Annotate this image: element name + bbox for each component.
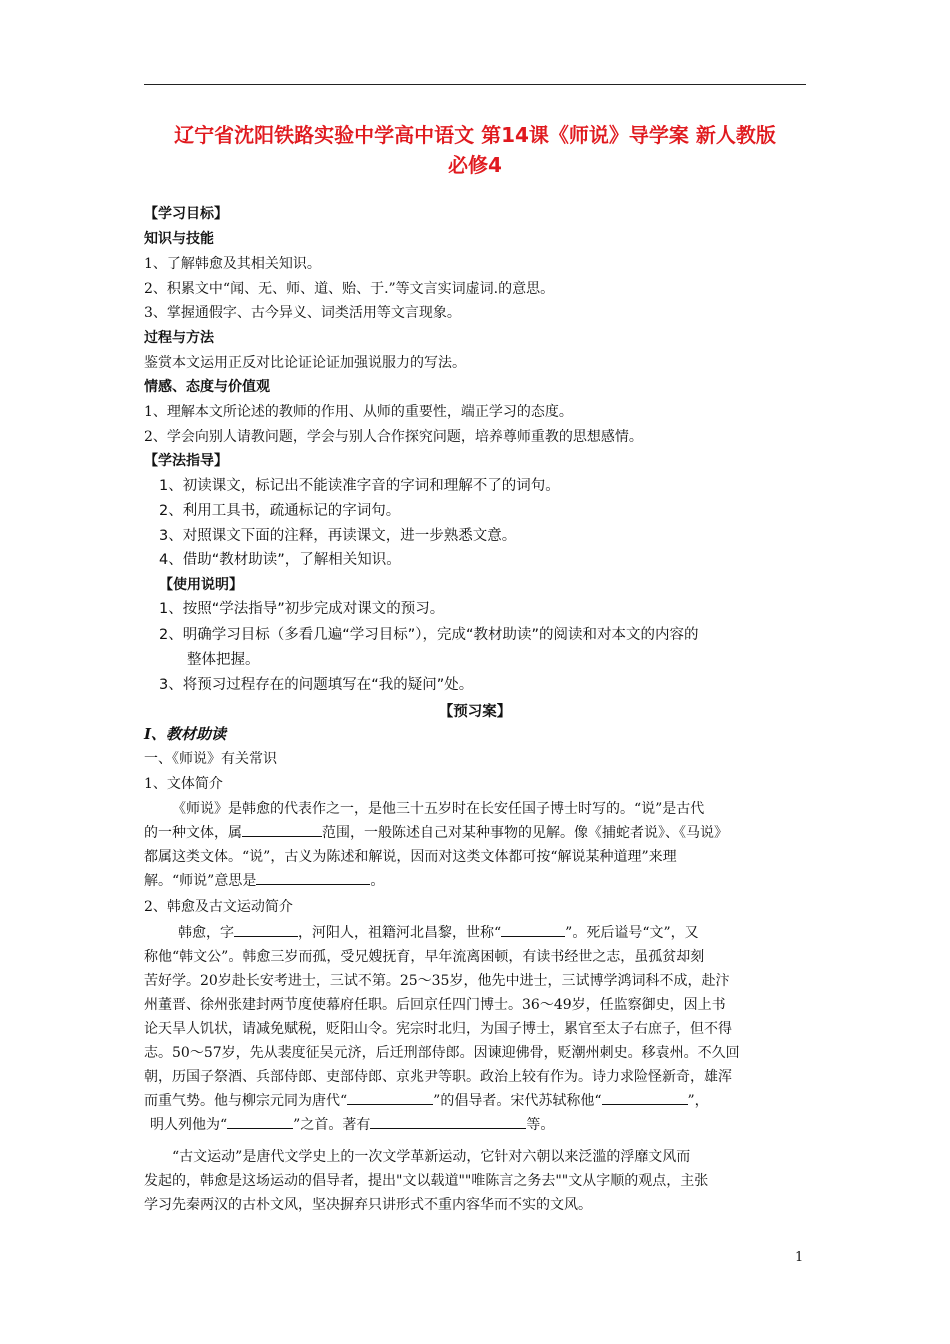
knowledge-item: 2、积累文中“闻、无、师、道、贻、于.”等文言实词虚词.的意思。 <box>144 281 555 297</box>
goals-header: 【学习目标】 <box>144 206 228 222</box>
hanyu-line-3: 苦好学。20岁赴长安考进士，三试不第。25～35岁，他先中进士，三试博学鸿词科不成，赴汴 <box>144 973 730 989</box>
hanyu-text: 明人列他为“ <box>150 1117 228 1133</box>
genre-paragraph <box>144 797 808 893</box>
guwen-line-2: 发起的，韩愈是这场运动的倡导者，提出"文以载道""唯陈言之务去""文从字顺的观点，主张 <box>144 1173 709 1189</box>
emotion-item: 1、理解本文所论述的教师的作用、从师的重要性，端正学习的态度。 <box>144 404 573 420</box>
hanyu-line-4: 州董晋、徐州张建封两节度使幕府任职。后回京任四门博士。36～49岁，任监察御史，因上书 <box>144 997 726 1013</box>
hanyu-text: ，河阳人，祖籍河北昌黎，世称“ <box>298 925 502 941</box>
fill-blank[interactable] <box>501 922 565 937</box>
method-item: 4、借助“教材助读”，了解相关知识。 <box>159 552 401 568</box>
method-item: 1、初读课文，标记出不能读准字音的字词和理解不了的词句。 <box>159 478 560 494</box>
title-line-2: 必修4 <box>448 153 502 177</box>
method-header: 【学法指导】 <box>144 453 228 469</box>
hanyu-text: ”之首。著有 <box>293 1117 371 1133</box>
hanyu-paragraph <box>144 921 808 1137</box>
emotion-item: 2、学会向别人请教问题，学会与别人合作探究问题，培养尊师重教的思想感情。 <box>144 429 643 445</box>
genre-text: 解。“师说”意思是 <box>144 873 257 889</box>
process-header: 过程与方法 <box>144 330 214 346</box>
knowledge-header: 知识与技能 <box>144 231 214 247</box>
hanyu-text: 而重气势。他与柳宗元同为唐代“ <box>144 1093 348 1109</box>
hanyu-line-2: 称他“韩文公”。韩愈三岁而孤，受兄嫂抚育，早年流离困顿，有读书经世之志，虽孤贫却刻 <box>144 949 705 965</box>
usage-item: 2、明确学习目标（多看几遍“学习目标”），完成“教材助读”的阅读和对本文的内容的 <box>159 627 699 643</box>
hanyu-text: ”， <box>687 1093 709 1109</box>
genre-text: 范围，一般陈述自己对某种事物的见解。像《捕蛇者说》、《马说》 <box>322 825 728 841</box>
subsection-heading: 1、文体简介 <box>144 776 223 792</box>
section-heading: I、教材助读 <box>144 725 227 743</box>
genre-text: 的一种文体，属 <box>144 825 242 841</box>
hanyu-text: 等。 <box>526 1117 555 1133</box>
process-text: 鉴赏本文运用正反对比论证论证加强说服力的写法。 <box>144 355 466 371</box>
title-line-1: 辽宁省沈阳铁路实验中学高中语文 第14课《师说》导学案 新人教版 <box>174 123 776 147</box>
knowledge-item: 1、了解韩愈及其相关知识。 <box>144 256 321 272</box>
hanyu-text: ”。死后谥号“文”，又 <box>565 925 699 941</box>
subsection-heading: 一、《师说》有关常识 <box>144 751 277 767</box>
hanyu-text: 韩愈，字 <box>178 925 234 941</box>
hanyu-line-9 <box>144 1113 808 1137</box>
fill-blank[interactable] <box>602 1090 688 1105</box>
emotion-header: 情感、态度与价值观 <box>144 379 270 395</box>
subsection-heading: 2、韩愈及古文运动简介 <box>144 899 293 915</box>
fill-blank[interactable] <box>234 922 298 937</box>
page-number: 1 <box>795 1250 804 1265</box>
guwen-line-3: 学习先秦两汉的古朴文风，坚决摒弃只讲形式不重内容华而不实的文风。 <box>144 1197 592 1213</box>
knowledge-item: 3、掌握通假字、古今异义、词类活用等文言现象。 <box>144 305 461 321</box>
guwen-paragraph <box>144 1145 808 1217</box>
hanyu-line-6: 志。50～57岁，先从裴度征吴元济，后迁刑部侍郎。因谏迎佛骨，贬潮州刺史。移袁州。不久回 <box>144 1045 740 1061</box>
genre-line-3: 都属这类文体。“说”，古义为陈述和解说，因而对这类文体都可按“解说某种道理”来理 <box>144 849 677 865</box>
fill-blank[interactable] <box>227 1114 293 1129</box>
genre-line-4 <box>144 869 808 893</box>
genre-text: 。 <box>370 873 385 889</box>
guwen-line-1: “古文运动”是唐代文学史上的一次文学革新运动，它针对六朝以来泛滥的浮靡文风而 <box>172 1149 691 1165</box>
fill-blank[interactable] <box>256 870 370 885</box>
method-item: 3、对照课文下面的注释，再读课文，进一步熟悉文意。 <box>159 528 517 544</box>
fill-blank[interactable] <box>370 1114 526 1129</box>
fill-blank[interactable] <box>347 1090 433 1105</box>
usage-header: 【使用说明】 <box>159 577 243 593</box>
genre-line-2 <box>144 821 808 845</box>
method-item: 2、利用工具书，疏通标记的字词句。 <box>159 503 401 519</box>
header-rule <box>144 84 806 85</box>
hanyu-line-1 <box>144 921 808 945</box>
preview-header: 【预习案】 <box>438 704 512 720</box>
hanyu-text: ”的倡导者。宋代苏轼称他“ <box>433 1093 602 1109</box>
usage-item: 3、将预习过程存在的问题填写在“我的疑问”处。 <box>159 677 474 693</box>
usage-item-continued: 整体把握。 <box>187 652 260 668</box>
hanyu-line-8 <box>144 1089 808 1113</box>
fill-blank[interactable] <box>242 822 322 837</box>
genre-line-1: 《师说》是韩愈的代表作之一，是他三十五岁时在长安任国子博士时写的。“说”是古代 <box>172 801 705 817</box>
hanyu-line-7: 朝，历国子祭酒、兵部侍郎、吏部侍郎、京兆尹等职。政治上较有作为。诗力求险怪新奇，雄浑 <box>144 1069 732 1085</box>
hanyu-line-5: 论天旱人饥状，请减免赋税，贬阳山令。宪宗时北归，为国子博士，累官至太子右庶子，但不得 <box>144 1021 732 1037</box>
document-title <box>120 120 830 180</box>
usage-item: 1、按照“学法指导”初步完成对课文的预习。 <box>159 601 445 617</box>
